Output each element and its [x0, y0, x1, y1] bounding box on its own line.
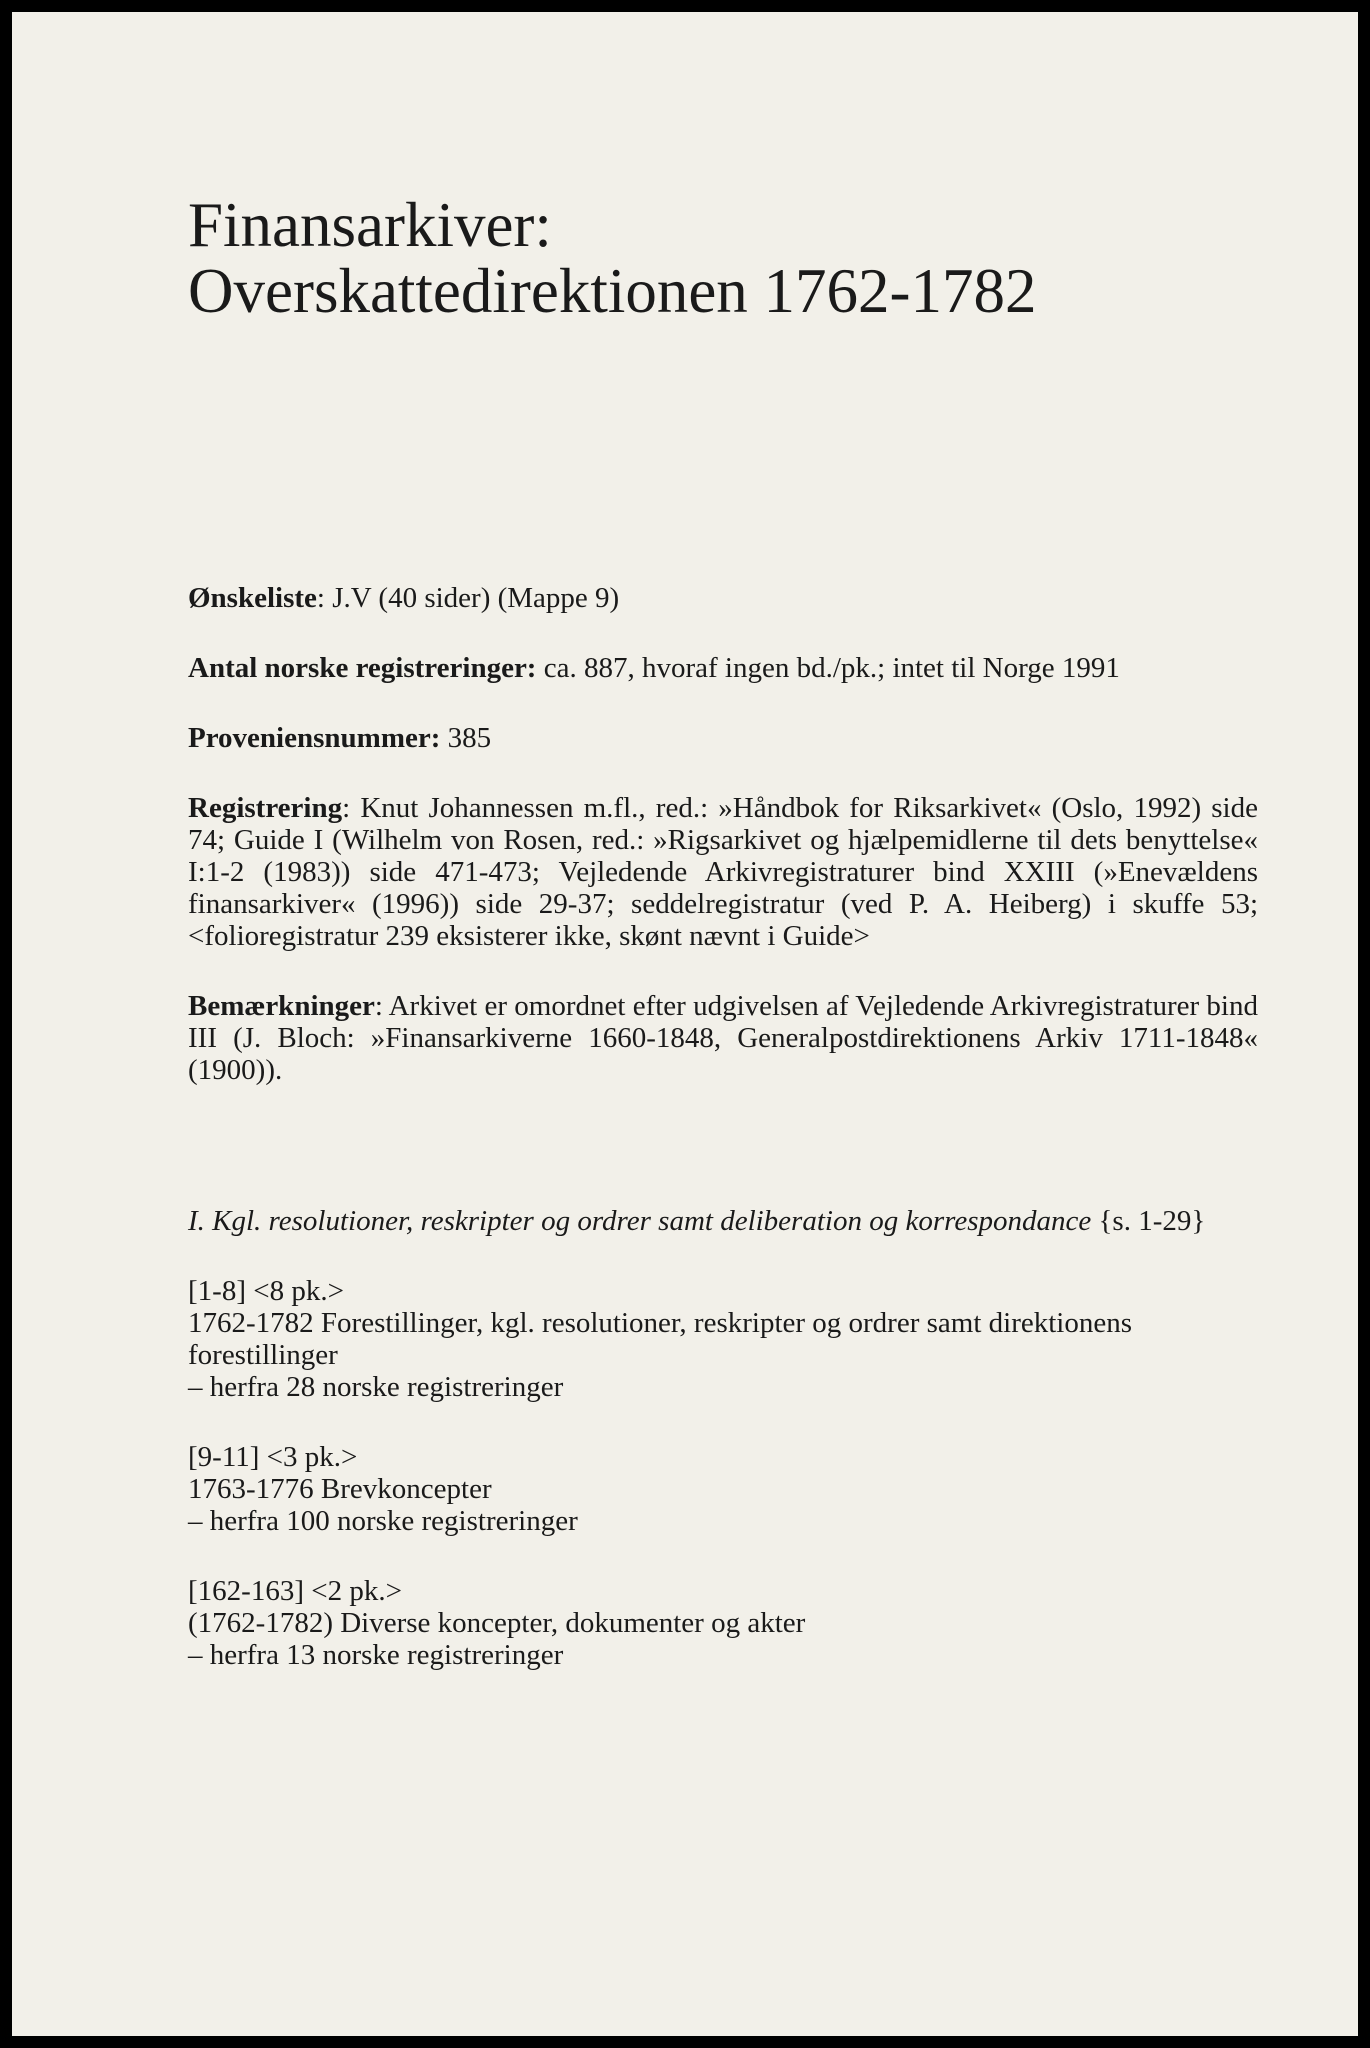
entry-reference: [1-8] <8 pk.> — [188, 1275, 344, 1307]
field-remarks — [188, 990, 1258, 1086]
entry-count: – herfra 100 norske registreringer — [188, 1505, 578, 1537]
archive-entry — [188, 1575, 1258, 1671]
section-heading — [188, 1205, 1258, 1237]
field-label: Registrering — [188, 792, 343, 824]
archive-entry — [188, 1441, 1258, 1537]
metadata-block — [188, 582, 1258, 1086]
field-label: Antal norske registreringer: — [188, 652, 537, 684]
archive-entry — [188, 1275, 1258, 1403]
field-value: Arkivet er omordnet efter udgivelsen af Vejledende Arkivregistraturer bind III (J. Bloch: »Finansarkiverne 1660-1848, Generalpostdirektionens Arkiv 1711-1848« (1900)). — [188, 990, 1258, 1086]
page-title — [188, 192, 1258, 324]
section-page-ref: {s. 1-29} — [1091, 1205, 1206, 1237]
field-wishlist — [188, 582, 1258, 614]
field-norwegian-count — [188, 652, 1258, 684]
document-page — [12, 12, 1358, 2036]
page-content — [188, 192, 1258, 1671]
entry-reference: [162-163] <2 pk.> — [188, 1575, 402, 1607]
field-separator: : — [374, 990, 383, 1022]
title-line-2: Overskattedirektionen 1762-1782 — [188, 256, 1037, 326]
field-provenance-number — [188, 722, 1258, 754]
entry-count: – herfra 13 norske registreringer — [188, 1639, 564, 1671]
field-registration — [188, 792, 1258, 952]
field-label: Proveniensnummer: — [188, 722, 441, 754]
field-value: 385 — [440, 722, 492, 754]
entry-description: 1762-1782 Forestillinger, kgl. resolutioner, reskripter og ordrer samt direktionens forestillinger — [188, 1307, 1133, 1371]
field-label: Ønskeliste — [188, 582, 317, 614]
field-value: ca. 887, hvoraf ingen bd./pk.; intet til Norge 1991 — [536, 652, 1120, 684]
entry-description: (1762-1782) Diverse koncepter, dokumenter og akter — [188, 1607, 806, 1639]
entry-description: 1763-1776 Brevkoncepter — [188, 1473, 492, 1505]
entry-reference: [9-11] <3 pk.> — [188, 1441, 358, 1473]
field-value: J.V (40 sider) (Mappe 9) — [324, 582, 620, 614]
field-label: Bemærkninger — [188, 990, 375, 1022]
title-line-1: Finansarkiver: — [188, 190, 552, 260]
section-title: I. Kgl. resolutioner, reskripter og ordrer samt deliberation og korrespondance — [188, 1205, 1092, 1237]
field-separator: : — [316, 582, 325, 614]
entry-count: – herfra 28 norske registreringer — [188, 1371, 564, 1403]
field-separator: : — [342, 792, 351, 824]
field-value: Knut Johannessen m.fl., red.: »Håndbok for Riksarkivet« (Oslo, 1992) side 74; Guide I (Wilhelm von Rosen, red.: »Rigsarkivet og hjælpemidlerne til dets benyttelse« I:1-2 (1983)) side 471-473; Vejledende Arkivregistraturer bind XXIII (»Enevældens finansarkiver« (1996)) side 29-37; seddelregistratur (ved P. A. Heiberg) i skuffe 53; <folioregistratur 239 eksisterer ikke, skønt nævnt i Guide> — [188, 792, 1258, 952]
